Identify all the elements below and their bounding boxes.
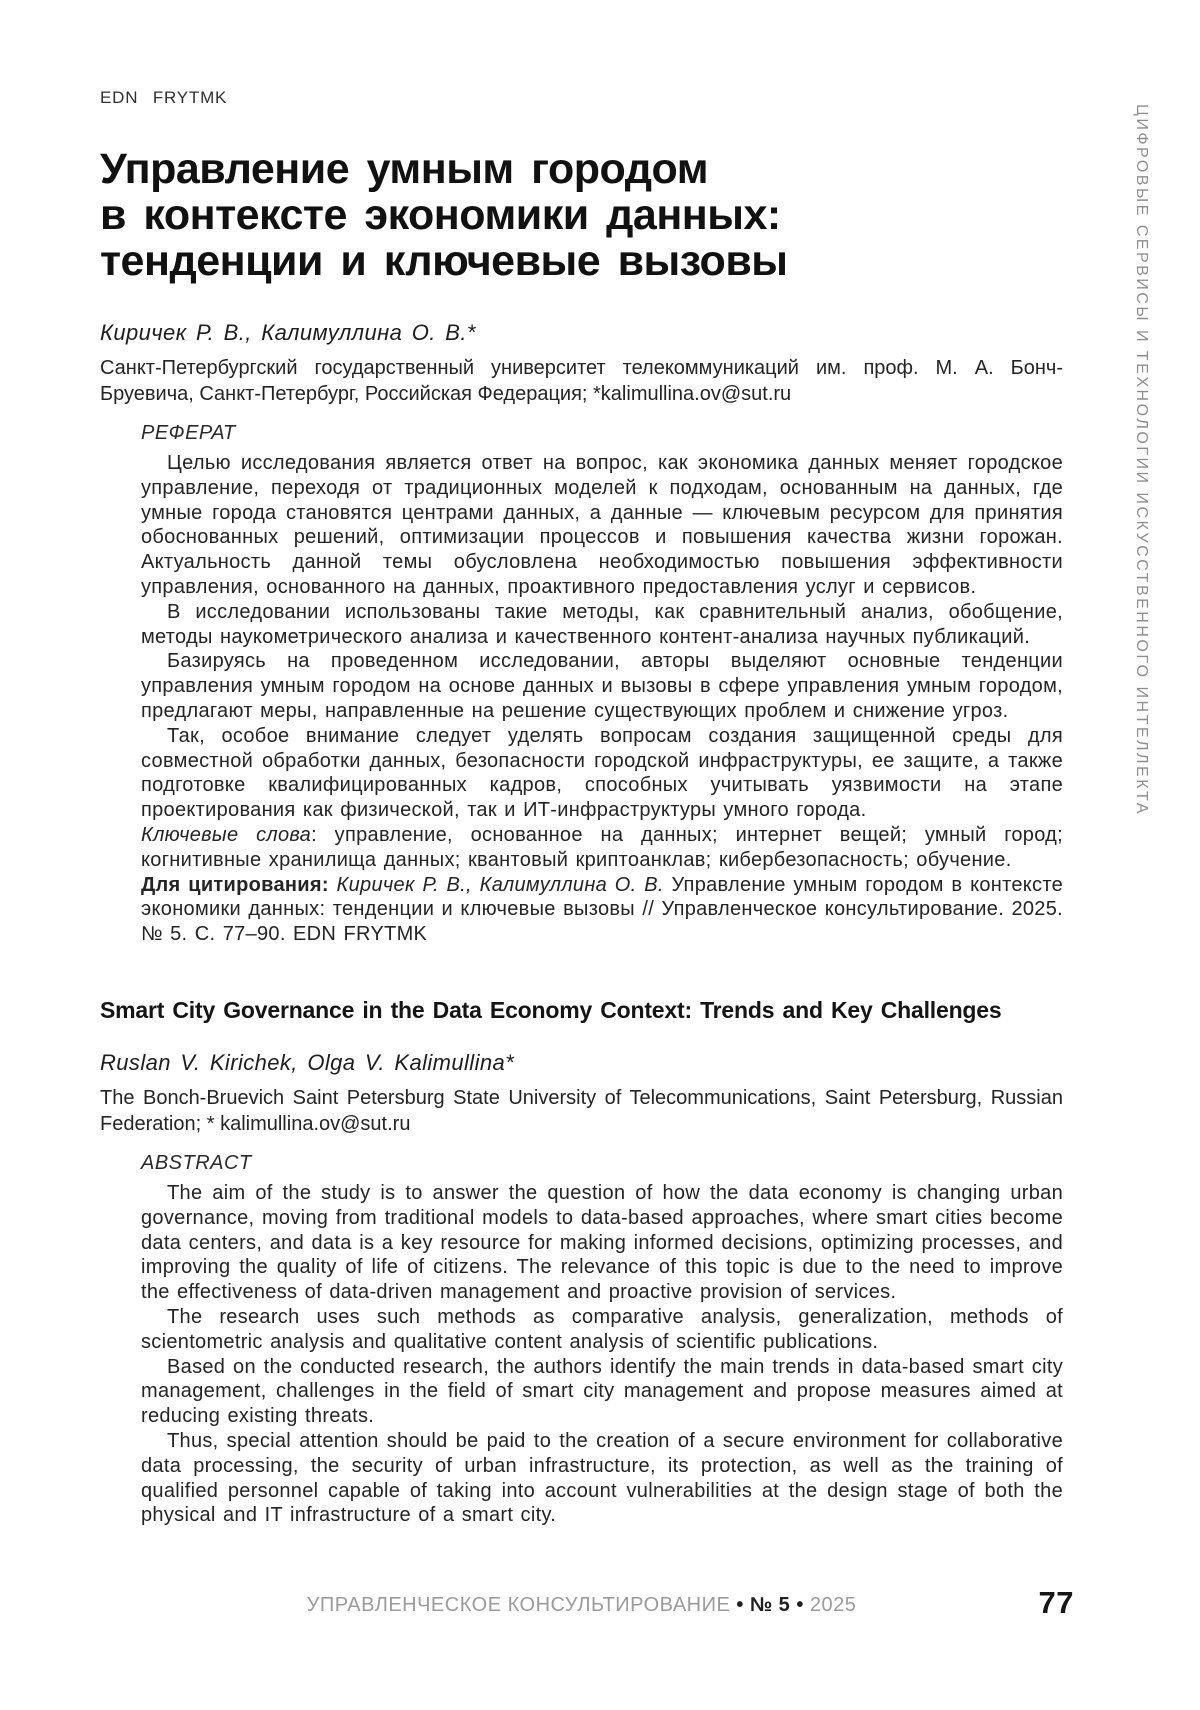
affiliation-ru: Санкт-Петербургский государственный университет телекоммуникаций им. проф. М. А. Бонч-Бруевича, Санкт-Петербург, Российская Федерация; *kalimullina.ov@sut.ru: [100, 357, 1063, 405]
abstract-paragraph-ru: Базируясь на проведенном исследовании, авторы выделяют основные тенденции управления умным городом на основе данных и вызовы в сфере управления умным городом, предлагают меры, направленные на решение существующих проблем и снижение угроз.: [141, 650, 1063, 722]
citation-ru: [141, 873, 1063, 947]
citation-text-ru: Управление умным городом в контексте экономики данных: тенденции и ключевые вызовы // Управленческое консультирование. 2025. № 5. С. 77–90. EDN FRYTMK: [141, 873, 1064, 946]
keywords-ru: [141, 823, 1063, 873]
article-title-en: Smart City Governance in the Data Economy Context: Trends and Key Challenges: [100, 996, 1002, 1023]
citation-label-ru: Для цитирования:: [141, 873, 337, 896]
title-line-1: Управление умным городом: [100, 145, 709, 193]
abstract-paragraph-en: Based on the conducted research, the authors identify the main trends in data-based smart city management, challenges in the field of smart city management and propose measures aimed at reducing existing threats.: [141, 1355, 1063, 1428]
page-number: 77: [1038, 1585, 1074, 1620]
keywords-label-ru: Ключевые слова: [141, 823, 312, 846]
issue-number: № 5: [749, 1594, 791, 1616]
footer-separator: •: [736, 1594, 744, 1616]
section-rubric-vertical: ЦИФРОВЫЕ СЕРВИСЫ И ТЕХНОЛОГИИ ИСКУССТВЕННОГО ИНТЕЛЛЕКТА: [1133, 104, 1150, 816]
citation-authors-ru: Киричек Р. В., Калимуллина О. В.: [336, 873, 672, 896]
issue-year: 2025: [809, 1594, 857, 1616]
abstract-paragraph-en: The research uses such methods as comparative analysis, generalization, methods of scientometric analysis and qualitative content analysis of scientific publications.: [141, 1305, 1063, 1353]
footer-separator: •: [796, 1594, 804, 1616]
affiliation-en: The Bonch-Bruevich Saint Petersburg State University of Telecommunications, Saint Petersburg, Russian Federation; * kalimullina.ov@sut.ru: [100, 1086, 1063, 1135]
abstract-paragraph-en: Thus, special attention should be paid to the creation of a secure environment for collaborative data processing, the security of urban infrastructure, its protection, as well as the training of qualified personnel capable of taking into account vulnerabilities at the design stage of both the physical and IT infrastructure of a smart city.: [141, 1429, 1063, 1527]
abstract-block-ru: [141, 422, 1063, 947]
title-line-2: в контексте экономики данных:: [100, 191, 781, 239]
journal-name: УПРАВЛЕНЧЕСКОЕ КОНСУЛЬТИРОВАНИЕ: [306, 1594, 731, 1616]
authors-ru: Киричек Р. В., Калимуллина О. В.*: [100, 320, 476, 345]
article-title-ru: [100, 146, 1063, 284]
main-column: [100, 0, 1063, 1528]
abstract-paragraph-ru: Целью исследования является ответ на вопрос, как экономика данных меняет городское управление, переходя от традиционных моделей к подходам, основанным на данных, где умные города становятся центрами данных, а данные — ключевым ресурсом для принятия обоснованных решений, оптимизации процессов и повышения качества жизни горожан. Актуальность данной темы обусловлена необходимостью повышения эффективности управления, основанного на данных, проактивного предоставления услуг и сервисов.: [141, 452, 1063, 598]
title-line-3: тенденции и ключевые вызовы: [100, 237, 788, 285]
abstract-heading-en: ABSTRACT: [141, 1151, 252, 1174]
abstract-paragraph-en: The aim of the study is to answer the question of how the data economy is changing urban governance, moving from traditional models to data-based approaches, where smart cities become data centers, and data is a key resource for making informed decisions, optimizing processes, and improving the quality of life of citizens. The relevance of this topic is due to the need to improve the effectiveness of data-driven management and proactive provision of services.: [141, 1181, 1063, 1304]
journal-footer: [100, 1594, 1063, 1617]
abstract-paragraph-ru: Так, особое внимание следует уделять вопросам создания защищенной среды для совместной обработки данных, безопасности городской инфраструктуры, ее защите, а также подготовке квалифицированных кадров, способных учитывать уязвимости на этапе проектирования как физической, так и ИТ-инфраструктуры умного города.: [141, 724, 1063, 822]
edn-code: EDN FRYTMK: [100, 88, 228, 107]
keywords-text-ru: : управление, основанное на данных; интернет вещей; умный город; когнитивные хранилища данных; квантовый криптоанклав; кибербезопасность; обучение.: [141, 823, 1063, 871]
abstract-heading-ru: РЕФЕРАТ: [141, 422, 236, 444]
abstract-block-en: [141, 1152, 1063, 1528]
abstract-paragraph-ru: В исследовании использованы такие методы, как сравнительный анализ, обобщение, методы наукометрического анализа и качественного контент-анализа научных публикаций.: [141, 600, 1063, 648]
authors-en: Ruslan V. Kirichek, Olga V. Kalimullina*: [100, 1049, 515, 1075]
